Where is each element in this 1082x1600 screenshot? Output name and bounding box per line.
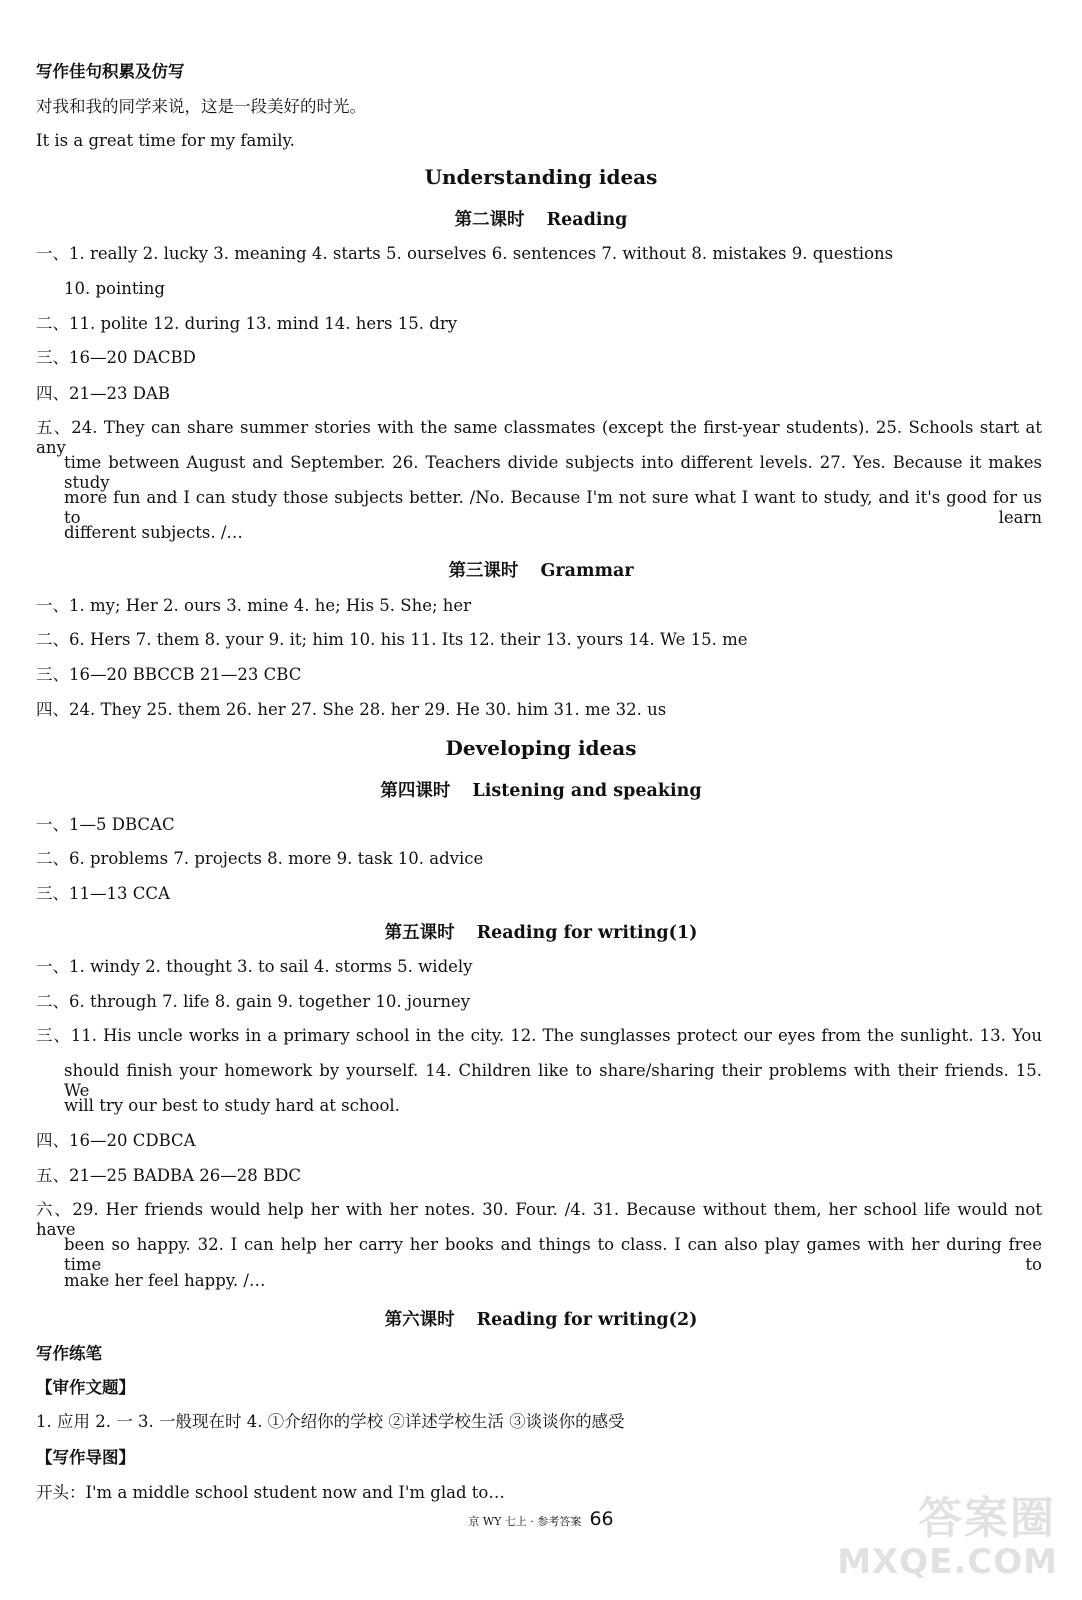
intro-line-en: It is a great time for my family. [36,131,295,150]
lesson5-part4: 四、16—20 CDBCA [36,1131,196,1150]
lesson2-part5-cont1: time between August and September. 26. Teachers divide subjects into different levels. 27. Yes. Because it makes study [64,453,1042,492]
lesson6-opening: 开头：I'm a middle school student now and I'm glad to… [36,1483,505,1502]
lesson4-title [0,777,1082,802]
page-number: 66 [589,1508,614,1530]
lesson4-en: Listening and speaking [472,781,702,801]
lesson2-part1-cont: 10. pointing [64,279,165,298]
lesson2-cn: 第二课时 [454,210,525,230]
lesson4-part2: 二、6. problems 7. projects 8. more 9. task 10. advice [36,849,484,868]
section-title-developing: Developing ideas [445,736,637,760]
lesson2-part4: 四、21—23 DAB [36,384,171,403]
intro-heading: 写作佳句积累及仿写 [36,62,185,81]
lesson5-part3-cont1: should finish your homework by yourself. 14. Children like to share/sharing their problems with their friends. 15. We [64,1061,1042,1100]
lesson2-part5: 五、24. They can share summer stories with the same classmates (except the first-year students). 25. Schools start at any [36,418,1042,457]
lesson5-part3: 三、11. His uncle works in a primary school in the city. 12. The sunglasses protect our eyes from the sunlight. 13. You [36,1026,1042,1045]
lesson3-part3: 三、16—20 BBCCB 21—23 CBC [36,665,302,684]
lesson6-cn: 第六课时 [384,1310,455,1330]
lesson5-en: Reading for writing(1) [476,923,698,943]
lesson2-part3: 三、16—20 DACBD [36,348,196,367]
lesson5-part3-cont2: will try our best to study hard at school. [64,1096,400,1115]
section-title-understanding: Understanding ideas [424,165,658,189]
watermark-top: 答案圈 [918,1493,1056,1544]
lesson6-en: Reading for writing(2) [476,1310,698,1330]
lesson3-cn: 第三课时 [448,561,519,581]
lesson4-part3: 三、11—13 CCA [36,884,170,903]
lesson2-title [0,206,1082,231]
lesson5-part6: 六、29. Her friends would help her with her notes. 30. Four. /4. 31. Because without them, her school life would not have [36,1200,1042,1239]
lesson5-part6-cont2: make her feel happy. /… [64,1271,266,1290]
lesson5-title [0,919,1082,944]
lesson3-part4: 四、24. They 25. them 26. her 27. She 28. her 29. He 30. him 31. me 32. us [36,700,667,719]
lesson6-title [0,1306,1082,1331]
lesson5-part1: 一、1. windy 2. thought 3. to sail 4. storms 5. widely [36,957,473,976]
lesson2-en: Reading [546,210,628,230]
lesson5-cn: 第五课时 [384,923,455,943]
lesson3-title [0,557,1082,582]
lesson4-cn: 第四课时 [380,781,451,801]
lesson3-part2: 二、6. Hers 7. them 8. your 9. it; him 10. his 11. Its 12. their 13. yours 14. We 15. me [36,630,748,649]
lesson4-part1: 一、1—5 DBCAC [36,815,175,834]
lesson6-review-answers: 1. 应用 2. 一 3. 一般现在时 4. ①介绍你的学校 ②详述学校生活 ③谈谈你的感受 [36,1412,625,1431]
lesson6-guide-heading: 【写作导图】 [36,1448,135,1467]
lesson3-en: Grammar [540,561,634,581]
lesson5-part6-cont1: been so happy. 32. I can help her carry her books and things to class. I can also play games with her during free time to [64,1235,1042,1274]
lesson2-part1: 一、1. really 2. lucky 3. meaning 4. starts 5. ourselves 6. sentences 7. without 8. mistakes 9. questions [36,244,894,263]
lesson2-part2: 二、11. polite 12. during 13. mind 14. hers 15. dry [36,314,458,333]
footer-label: 京 WY 七上 · 参考答案 [468,1515,582,1528]
intro-line-cn: 对我和我的同学来说，这是一段美好的时光。 [36,97,366,116]
lesson6-review-heading: 【审作文题】 [36,1378,135,1397]
watermark-bottom: MXQE.COM [837,1542,1058,1582]
lesson2-part5-cont2: more fun and I can study those subjects better. /No. Because I'm not sure what I want to study, and it's good for us to learn [64,488,1042,527]
lesson5-part2: 二、6. through 7. life 8. gain 9. together 10. journey [36,992,471,1011]
watermark-logo [837,1482,1064,1592]
lesson3-part1: 一、1. my; Her 2. ours 3. mine 4. he; His 5. She; her [36,596,472,615]
lesson6-practice-heading: 写作练笔 [36,1344,102,1363]
lesson5-part5: 五、21—25 BADBA 26—28 BDC [36,1166,302,1185]
lesson2-part5-cont3: different subjects. /… [64,523,243,542]
